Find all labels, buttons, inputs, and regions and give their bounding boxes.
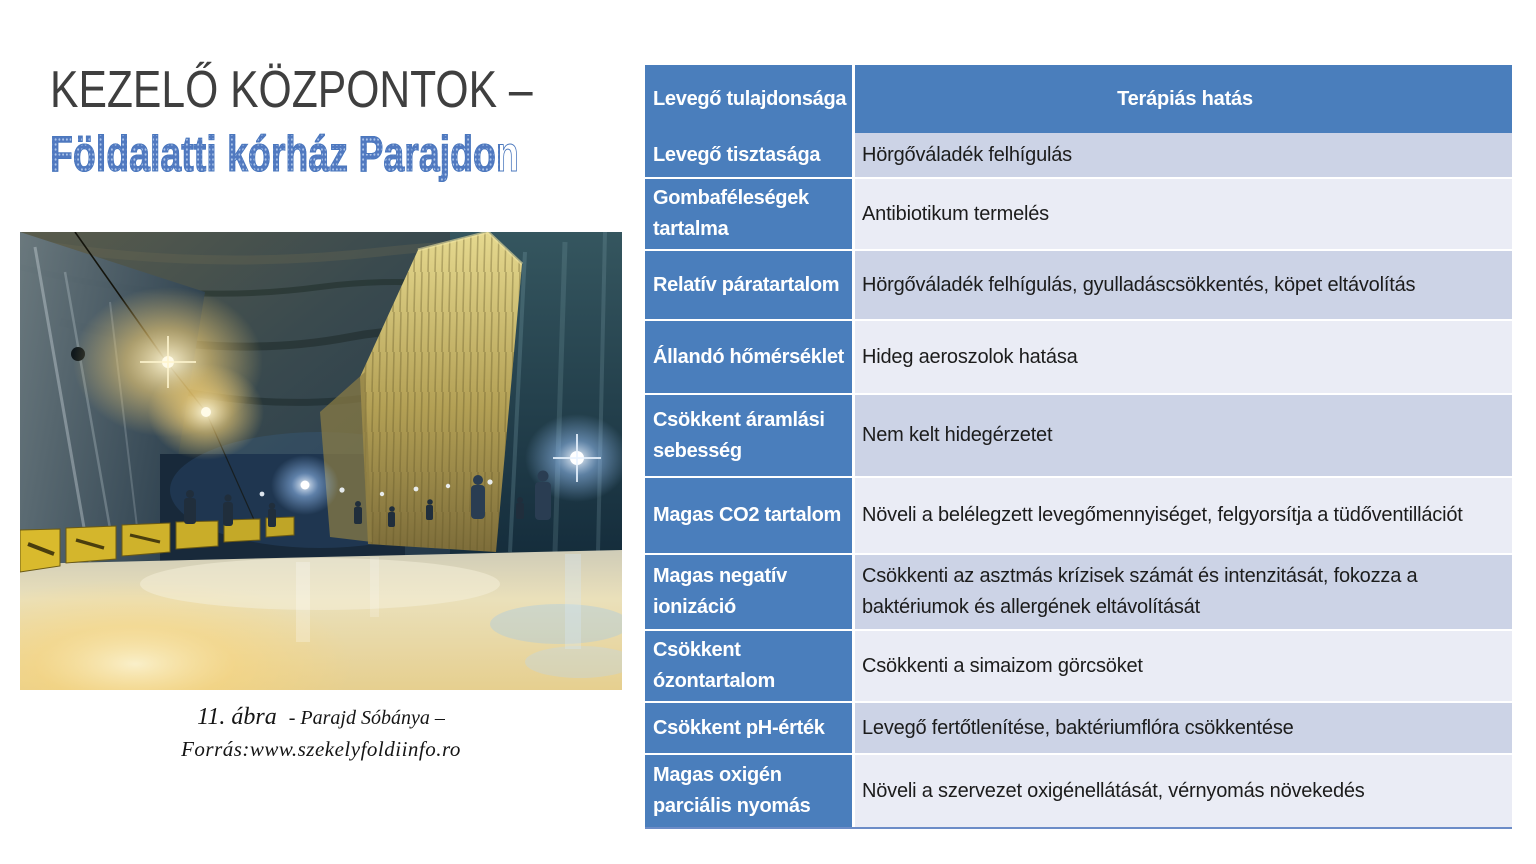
therapy-effect-label: Antibiotikum termelés <box>862 202 1049 225</box>
air-property-label: Magas negatív ionizáció <box>653 565 787 618</box>
air-property-label: Magas oxigén parciális nyomás <box>653 764 811 817</box>
therapy-effect-label: Csökkenti az asztmás krízisek számát és intenzitását, fokozza a baktériumok és allergének eltávolítását <box>862 565 1418 618</box>
table-row <box>645 249 1512 319</box>
air-property-cell <box>645 321 855 393</box>
caption-source: Forrás:www.szekelyfoldiinfo.ro <box>181 737 461 761</box>
table-row <box>645 629 1512 701</box>
therapy-effect-label: Hörgőváladék felhígulás, gyulladáscsökkentés, köpet eltávolítás <box>862 273 1416 296</box>
therapy-effect-cell <box>855 703 1512 753</box>
header-therapy-effect-label: Terápiás hatás <box>1117 87 1253 110</box>
table-row <box>645 133 1512 177</box>
air-property-label: Gombaféleségek tartalma <box>653 187 809 240</box>
table-row <box>645 753 1512 827</box>
therapy-effect-cell <box>855 133 1512 177</box>
air-property-cell <box>645 631 855 701</box>
air-property-label: Csökkent ózontartalom <box>653 639 775 692</box>
table-row <box>645 393 1512 476</box>
air-property-cell <box>645 755 855 827</box>
caption-label: - Parajd Sóbánya – <box>288 707 445 729</box>
table-row <box>645 476 1512 553</box>
table-row <box>645 319 1512 393</box>
caption-line1 <box>20 704 622 731</box>
air-property-label: Levegő tisztasága <box>653 143 821 166</box>
therapy-effect-cell <box>855 395 1512 476</box>
therapy-effect-label: Hideg aeroszolok hatása <box>862 345 1078 368</box>
therapy-effect-cell <box>855 179 1512 249</box>
air-property-cell <box>645 703 855 753</box>
therapy-effect-label: Csökkenti a simaizom görcsöket <box>862 654 1143 677</box>
figure-caption <box>20 704 622 762</box>
air-property-cell <box>645 179 855 249</box>
air-property-cell <box>645 478 855 553</box>
table-body <box>645 133 1512 827</box>
therapy-effect-label: Növeli a szervezet oxigénellátását, vérnyomás növekedés <box>862 779 1365 802</box>
air-property-label: Állandó hőmérséklet <box>653 345 845 368</box>
air-property-cell <box>645 395 855 476</box>
salt-mine-illustration <box>20 232 622 690</box>
table-row <box>645 701 1512 753</box>
air-property-cell <box>645 133 855 177</box>
therapy-effect-cell <box>855 321 1512 393</box>
air-property-cell <box>645 251 855 319</box>
therapy-table <box>645 65 1512 829</box>
page-title: KEZELŐ KÖZPONTOK – <box>50 61 533 119</box>
caption-number: 11. ábra <box>197 704 277 730</box>
air-property-label: Relatív páratartalom <box>653 273 840 296</box>
air-property-label: Magas CO2 tartalom <box>653 504 841 526</box>
header-air-property-label: Levegő tulajdonsága <box>653 87 847 110</box>
therapy-effect-cell <box>855 755 1512 827</box>
title-block <box>50 62 650 182</box>
therapy-effect-label: Hörgőváladék felhígulás <box>862 143 1072 166</box>
therapy-effect-cell <box>855 555 1512 629</box>
table-header-row <box>645 65 1512 133</box>
table-row <box>645 177 1512 249</box>
header-air-property <box>645 65 855 133</box>
salt-mine-photo <box>20 232 622 690</box>
therapy-effect-cell <box>855 478 1512 553</box>
table-row <box>645 553 1512 629</box>
therapy-effect-cell <box>855 251 1512 319</box>
therapy-effect-label: Levegő fertőtlenítése, baktériumflóra csökkentése <box>862 716 1294 739</box>
air-property-cell <box>645 555 855 629</box>
therapy-effect-label: Növeli a belélegzett levegőmennyiséget, felgyorsítja a tüdőventillációt <box>862 504 1463 526</box>
therapy-effect-label: Nem kelt hidegérzetet <box>862 424 1053 446</box>
air-property-label: Csökkent áramlási sebesség <box>653 408 825 462</box>
figure-block <box>20 232 622 762</box>
page-subtitle: Földalatti kórház Parajdon <box>50 126 519 183</box>
therapy-effect-cell <box>855 631 1512 701</box>
air-property-label: Csökkent pH-érték <box>653 716 825 739</box>
header-therapy-effect <box>855 65 1512 133</box>
